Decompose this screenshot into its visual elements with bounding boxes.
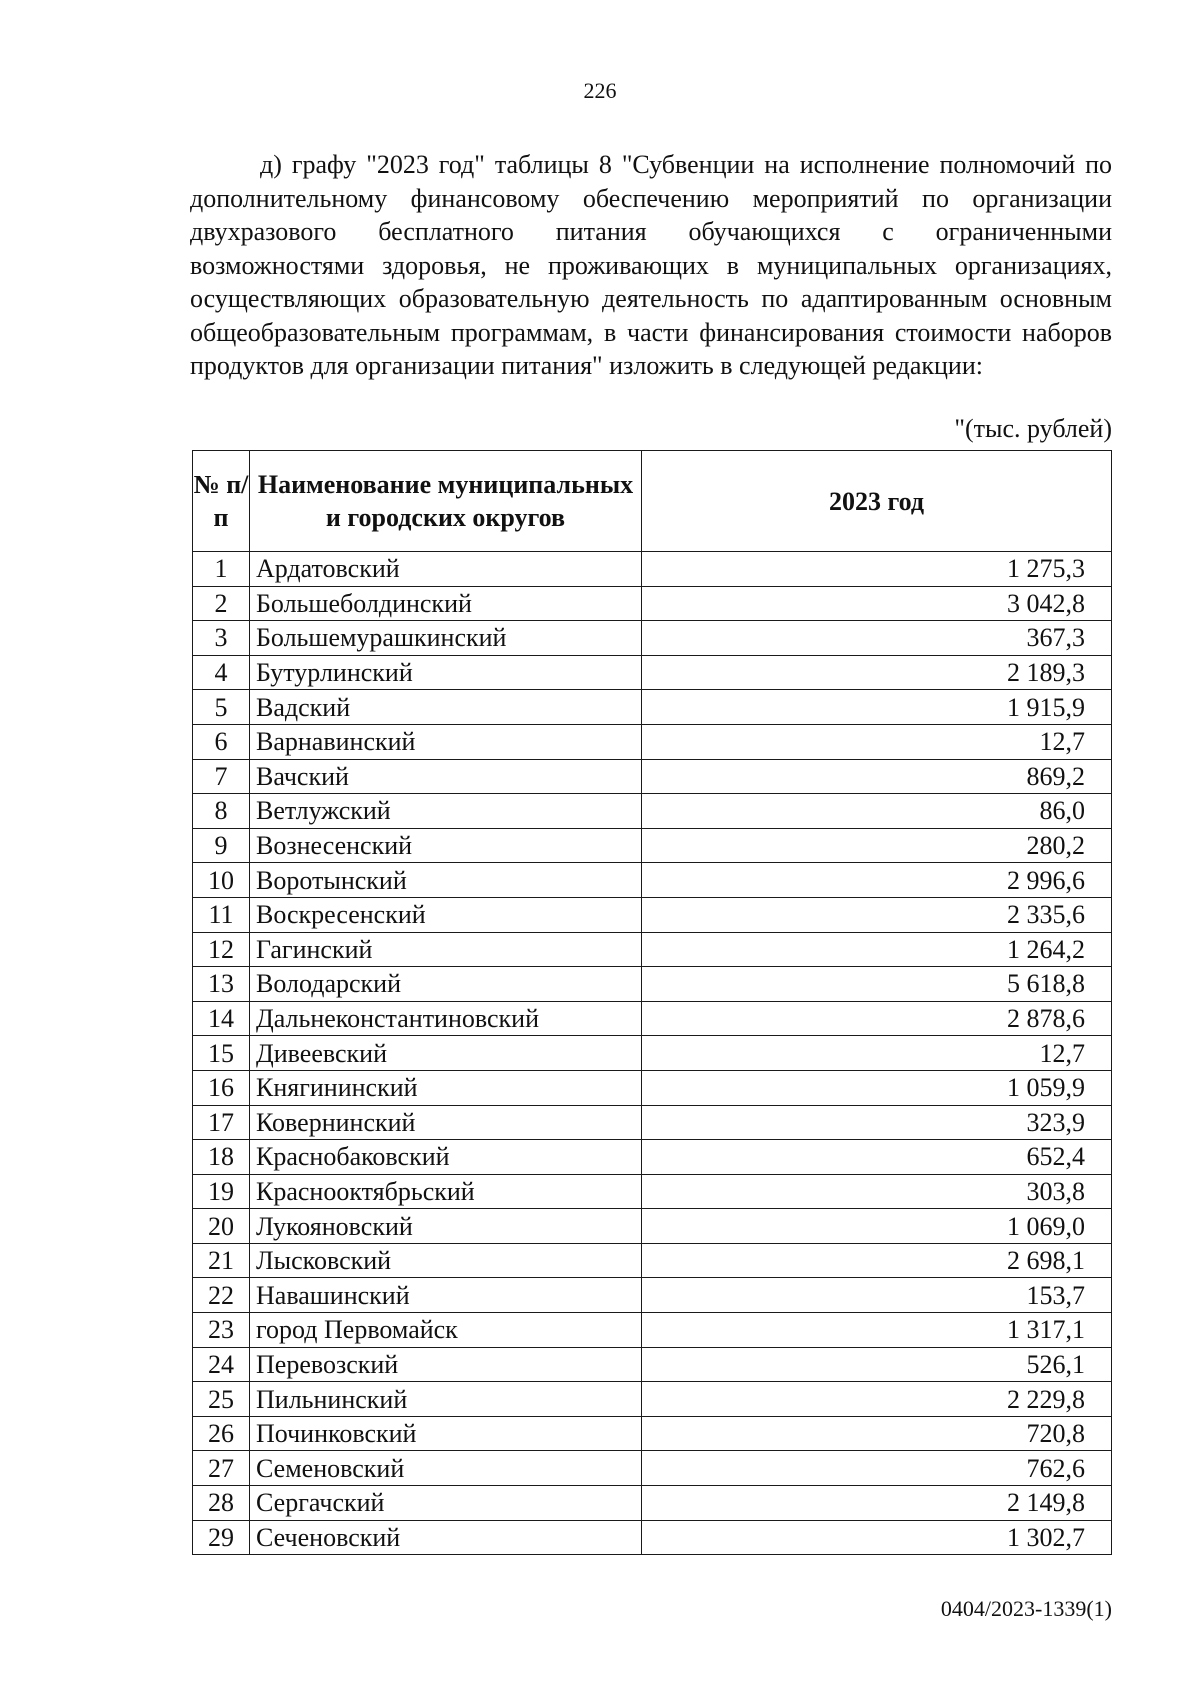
row-value: 3 042,8 [642, 586, 1112, 621]
row-value: 1 069,0 [642, 1209, 1112, 1244]
row-name: Семеновский [250, 1451, 642, 1486]
row-name: Гагинский [250, 932, 642, 967]
row-name: Большемурашкинский [250, 621, 642, 656]
header-name: Наименование муниципальных и городских округов [250, 451, 642, 552]
row-value: 1 302,7 [642, 1520, 1112, 1555]
row-number: 11 [193, 897, 250, 932]
row-number: 25 [193, 1382, 250, 1417]
row-name: Лысковский [250, 1243, 642, 1278]
table-row [193, 1140, 1112, 1175]
row-number: 3 [193, 621, 250, 656]
row-value: 86,0 [642, 794, 1112, 829]
row-value: 1 275,3 [642, 552, 1112, 587]
row-value: 2 996,6 [642, 863, 1112, 898]
row-number: 6 [193, 724, 250, 759]
row-name: Большеболдинский [250, 586, 642, 621]
row-number: 16 [193, 1070, 250, 1105]
row-value: 720,8 [642, 1416, 1112, 1451]
row-number: 26 [193, 1416, 250, 1451]
row-value: 2 878,6 [642, 1001, 1112, 1036]
intro-paragraph: д) графу "2023 год" таблицы 8 "Субвенции на исполнение полномочий по дополнительному финансовому обеспечению мероприятий по организации двухразового бесплатного питания обучающихся с ограниченными возможностями здоровья, не проживающих в муниципальных организациях, осуществляющих образовательную деятельность по адаптированным основным общеобразовательным программам, в части финансирования стоимости наборов продуктов для организации питания" изложить в следующей редакции: [190, 150, 1112, 380]
row-value: 367,3 [642, 621, 1112, 656]
row-value: 5 618,8 [642, 967, 1112, 1002]
table-row [193, 1278, 1112, 1313]
row-number: 20 [193, 1209, 250, 1244]
row-number: 29 [193, 1520, 250, 1555]
row-value: 2 229,8 [642, 1382, 1112, 1417]
table-row [193, 759, 1112, 794]
table-row [193, 586, 1112, 621]
table-row [193, 1001, 1112, 1036]
table-row [193, 1070, 1112, 1105]
table-row [193, 621, 1112, 656]
row-number: 8 [193, 794, 250, 829]
row-number: 21 [193, 1243, 250, 1278]
table-row [193, 1243, 1112, 1278]
row-number: 9 [193, 828, 250, 863]
row-value: 12,7 [642, 1036, 1112, 1071]
table-row [193, 1174, 1112, 1209]
table-row [193, 690, 1112, 725]
row-name: Навашинский [250, 1278, 642, 1313]
page-number: 226 [583, 78, 617, 103]
row-number: 13 [193, 967, 250, 1002]
row-number: 12 [193, 932, 250, 967]
table-row [193, 863, 1112, 898]
row-name: Дальнеконстантиновский [250, 1001, 642, 1036]
row-value: 526,1 [642, 1347, 1112, 1382]
subventions-table [192, 450, 1112, 1555]
row-number: 24 [193, 1347, 250, 1382]
table-body [193, 552, 1112, 1555]
table-row [193, 1416, 1112, 1451]
row-name: Вачский [250, 759, 642, 794]
row-number: 5 [193, 690, 250, 725]
row-name: Сергачский [250, 1486, 642, 1521]
row-number: 10 [193, 863, 250, 898]
row-number: 15 [193, 1036, 250, 1071]
row-name: Варнавинский [250, 724, 642, 759]
row-name: Починковский [250, 1416, 642, 1451]
row-value: 1 915,9 [642, 690, 1112, 725]
table-row [193, 724, 1112, 759]
row-name: Ветлужский [250, 794, 642, 829]
row-name: Краснооктябрьский [250, 1174, 642, 1209]
table-row [193, 794, 1112, 829]
table-row [193, 1209, 1112, 1244]
row-name: Воскресенский [250, 897, 642, 932]
row-value: 2 335,6 [642, 897, 1112, 932]
row-number: 18 [193, 1140, 250, 1175]
header-value: 2023 год [642, 451, 1112, 552]
table-row [193, 1347, 1112, 1382]
row-number: 17 [193, 1105, 250, 1140]
row-value: 652,4 [642, 1140, 1112, 1175]
row-value: 2 149,8 [642, 1486, 1112, 1521]
row-number: 14 [193, 1001, 250, 1036]
table-row [193, 655, 1112, 690]
row-number: 22 [193, 1278, 250, 1313]
row-number: 27 [193, 1451, 250, 1486]
row-value: 280,2 [642, 828, 1112, 863]
table-row [193, 1451, 1112, 1486]
row-number: 23 [193, 1313, 250, 1348]
row-name: город Первомайск [250, 1313, 642, 1348]
table-row [193, 1313, 1112, 1348]
row-name: Володарский [250, 967, 642, 1002]
row-number: 19 [193, 1174, 250, 1209]
row-value: 869,2 [642, 759, 1112, 794]
row-value: 2 189,3 [642, 655, 1112, 690]
row-name: Сеченовский [250, 1520, 642, 1555]
row-value: 1 264,2 [642, 932, 1112, 967]
row-number: 1 [193, 552, 250, 587]
row-value: 2 698,1 [642, 1243, 1112, 1278]
row-value: 12,7 [642, 724, 1112, 759]
header-number: № п/п [193, 451, 250, 552]
row-name: Вадский [250, 690, 642, 725]
row-value: 1 059,9 [642, 1070, 1112, 1105]
table-row [193, 932, 1112, 967]
row-name: Княгининский [250, 1070, 642, 1105]
row-value: 303,8 [642, 1174, 1112, 1209]
document-code: 0404/2023-1339(1) [940, 1596, 1112, 1621]
row-name: Дивеевский [250, 1036, 642, 1071]
row-value: 762,6 [642, 1451, 1112, 1486]
row-value: 323,9 [642, 1105, 1112, 1140]
row-number: 2 [193, 586, 250, 621]
row-number: 28 [193, 1486, 250, 1521]
table-row [193, 1520, 1112, 1555]
row-name: Лукояновский [250, 1209, 642, 1244]
row-value: 153,7 [642, 1278, 1112, 1313]
row-name: Перевозский [250, 1347, 642, 1382]
table-row [193, 1105, 1112, 1140]
table-row [193, 828, 1112, 863]
row-name: Воротынский [250, 863, 642, 898]
table-row [193, 1486, 1112, 1521]
row-name: Бутурлинский [250, 655, 642, 690]
table-header-row [193, 451, 1112, 552]
row-number: 4 [193, 655, 250, 690]
table-row [193, 967, 1112, 1002]
row-name: Ковернинский [250, 1105, 642, 1140]
units-label: "(тыс. рублей) [954, 414, 1112, 443]
table-row [193, 1382, 1112, 1417]
row-name: Вознесенский [250, 828, 642, 863]
row-value: 1 317,1 [642, 1313, 1112, 1348]
table-row [193, 897, 1112, 932]
row-name: Ардатовский [250, 552, 642, 587]
table-row [193, 552, 1112, 587]
table-row [193, 1036, 1112, 1071]
row-number: 7 [193, 759, 250, 794]
row-name: Краснобаковский [250, 1140, 642, 1175]
row-name: Пильнинский [250, 1382, 642, 1417]
